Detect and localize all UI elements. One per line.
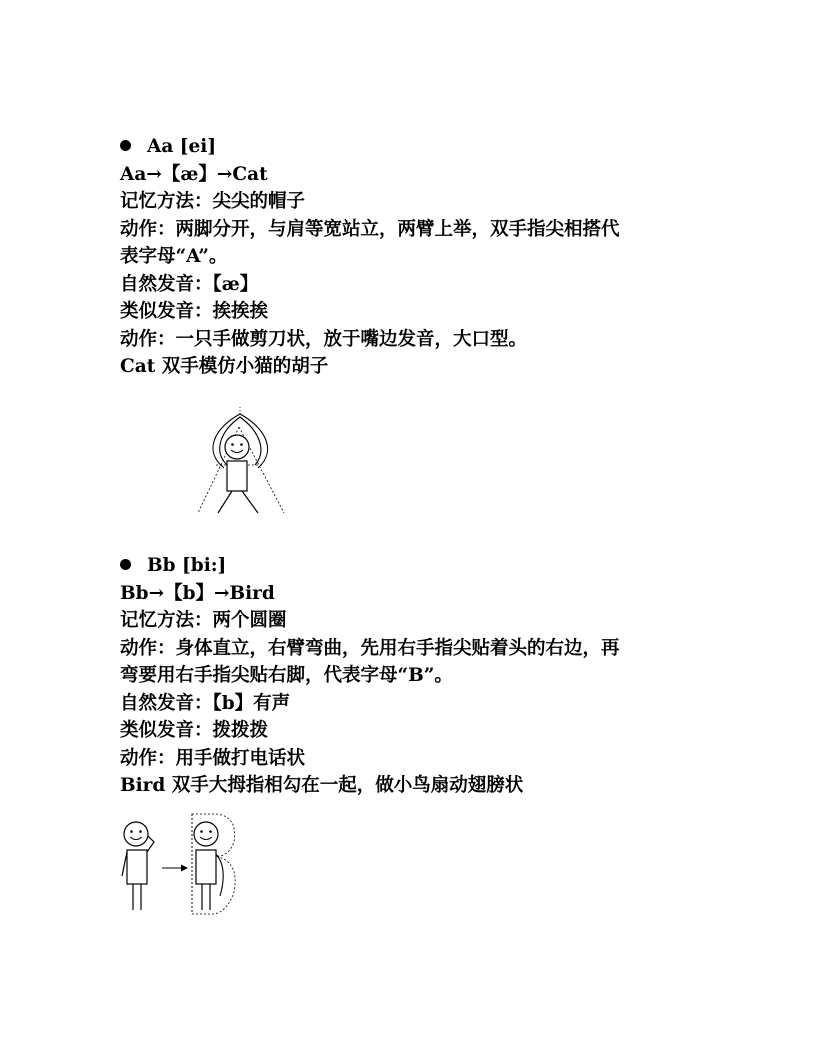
section-b-action-line1: 动作：身体直立，右臂弯曲，先用右手指尖贴着头的右边，再	[120, 637, 620, 659]
bullet-icon	[120, 559, 131, 570]
section-b-natural-sound: 自然发音：【b】有声	[120, 692, 291, 714]
section-a-action2: 动作：一只手做剪刀状，放于嘴边发音，大口型。	[120, 328, 528, 350]
section-b-formula: Bb→【b】→Bird	[120, 582, 275, 604]
bullet-icon	[120, 140, 131, 151]
section-b-heading: Bb [bi:]	[147, 555, 227, 576]
section-b-action2: 动作：用手做打电话状	[120, 747, 306, 769]
section-b	[120, 552, 720, 800]
section-a-word-line: Cat 双手模仿小猫的胡子	[120, 356, 329, 377]
section-a	[120, 133, 720, 381]
section-a-similar-sound: 类似发音：挨挨挨	[120, 301, 269, 322]
section-a-heading: Aa [ei]	[147, 136, 217, 157]
section-b-word-line: Bird 双手大拇指相勾在一起，做小鸟扇动翅膀状	[120, 775, 524, 796]
section-b-action-line2: 弯要用右手指尖贴右脚，代表字母“B”。	[120, 665, 453, 686]
section-b-similar-sound: 类似发音：拨拨拨	[120, 720, 269, 741]
section-b-heading-line	[120, 552, 720, 580]
stick-figures-b-pose-icon	[116, 808, 246, 920]
section-a-action-line1: 动作：两脚分开，与肩等宽站立，两臂上举，双手指尖相搭代	[120, 218, 620, 240]
stick-figure-arms-up-icon	[194, 405, 290, 517]
section-a-heading-line	[120, 133, 720, 161]
section-a-action-line2: 表字母“A”。	[120, 246, 228, 267]
section-a-natural-sound: 自然发音：【æ】	[120, 273, 259, 295]
section-a-memory: 记忆方法：尖尖的帽子	[120, 191, 306, 212]
section-b-memory: 记忆方法：两个圆圈	[120, 610, 287, 631]
section-a-formula: Aa→【æ】→Cat	[120, 163, 268, 185]
